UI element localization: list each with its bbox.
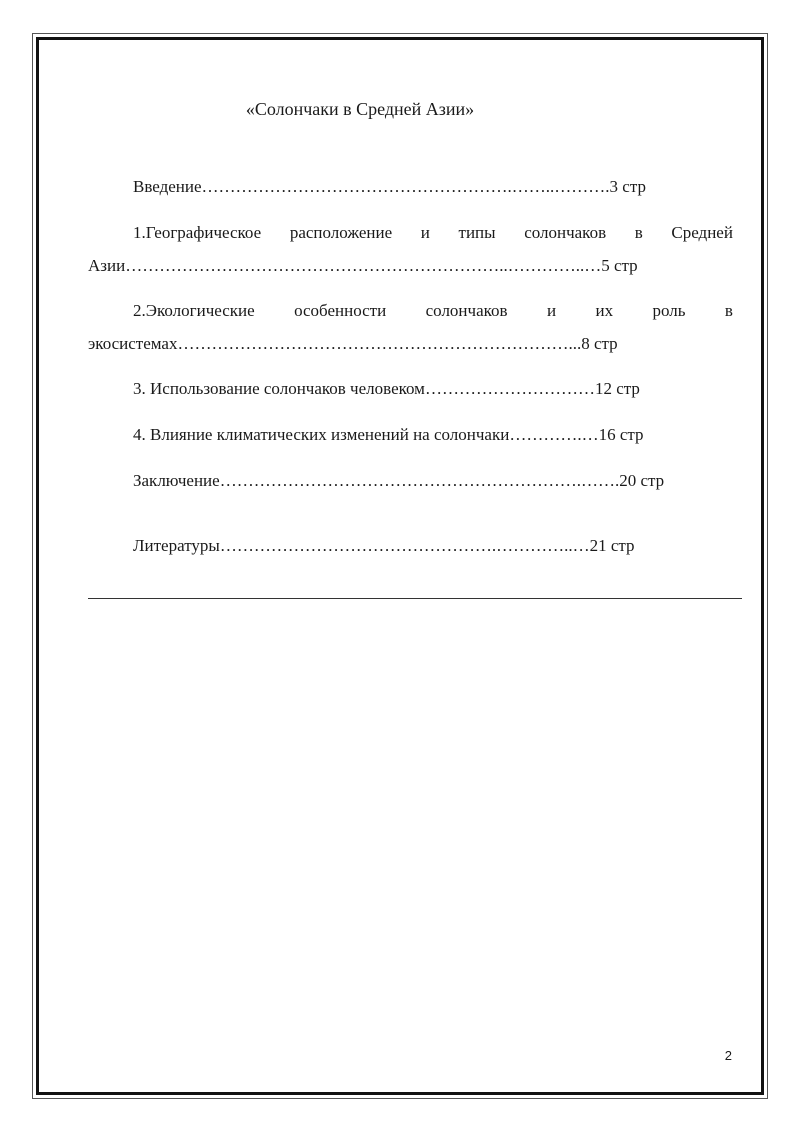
toc-word: и	[546, 301, 557, 320]
toc-word: солончаков	[425, 301, 508, 320]
toc-word: солончаков	[524, 223, 607, 242]
toc-entry-conclusion: Заключение……………………………………………………….…….20 стр	[133, 471, 665, 490]
toc-entry-2-line-2: экосистемах……………………………………………………………...8 стр	[88, 334, 618, 353]
toc-word: в	[724, 301, 733, 320]
toc-word: их	[595, 301, 614, 320]
toc-word: роль	[652, 301, 686, 320]
page-number: 2	[724, 1048, 732, 1063]
toc-entry-intro: Введение……………………………………………….……..……….3 стр	[133, 177, 646, 196]
toc-word: в	[634, 223, 643, 242]
toc-word: 1.Географическое	[133, 223, 262, 242]
toc-entry-1-line-2: Азии…………………………………………………………..…………..…5 стр	[88, 256, 638, 275]
toc-entry-2-line-1	[133, 299, 733, 323]
toc-word: Средней	[671, 223, 733, 242]
toc-word: типы	[458, 223, 496, 242]
document-title: «Солончаки в Средней Азии»	[245, 99, 475, 119]
toc-word: расположение	[289, 223, 393, 242]
toc-entry-3: 3. Использование солончаков человеком…………………………12 стр	[133, 379, 640, 398]
toc-entry-4: 4. Влияние климатических изменений на солончаки………….…16 стр	[133, 425, 644, 444]
separator-line	[88, 598, 742, 599]
toc-entry-1-line-1	[133, 221, 733, 245]
toc-word: 2.Экологические	[133, 301, 255, 320]
toc-word: и	[420, 223, 430, 242]
toc-word: особенности	[294, 301, 387, 320]
toc-entry-literature: Литературы………………………………………….…………..…21 стр	[133, 536, 635, 555]
